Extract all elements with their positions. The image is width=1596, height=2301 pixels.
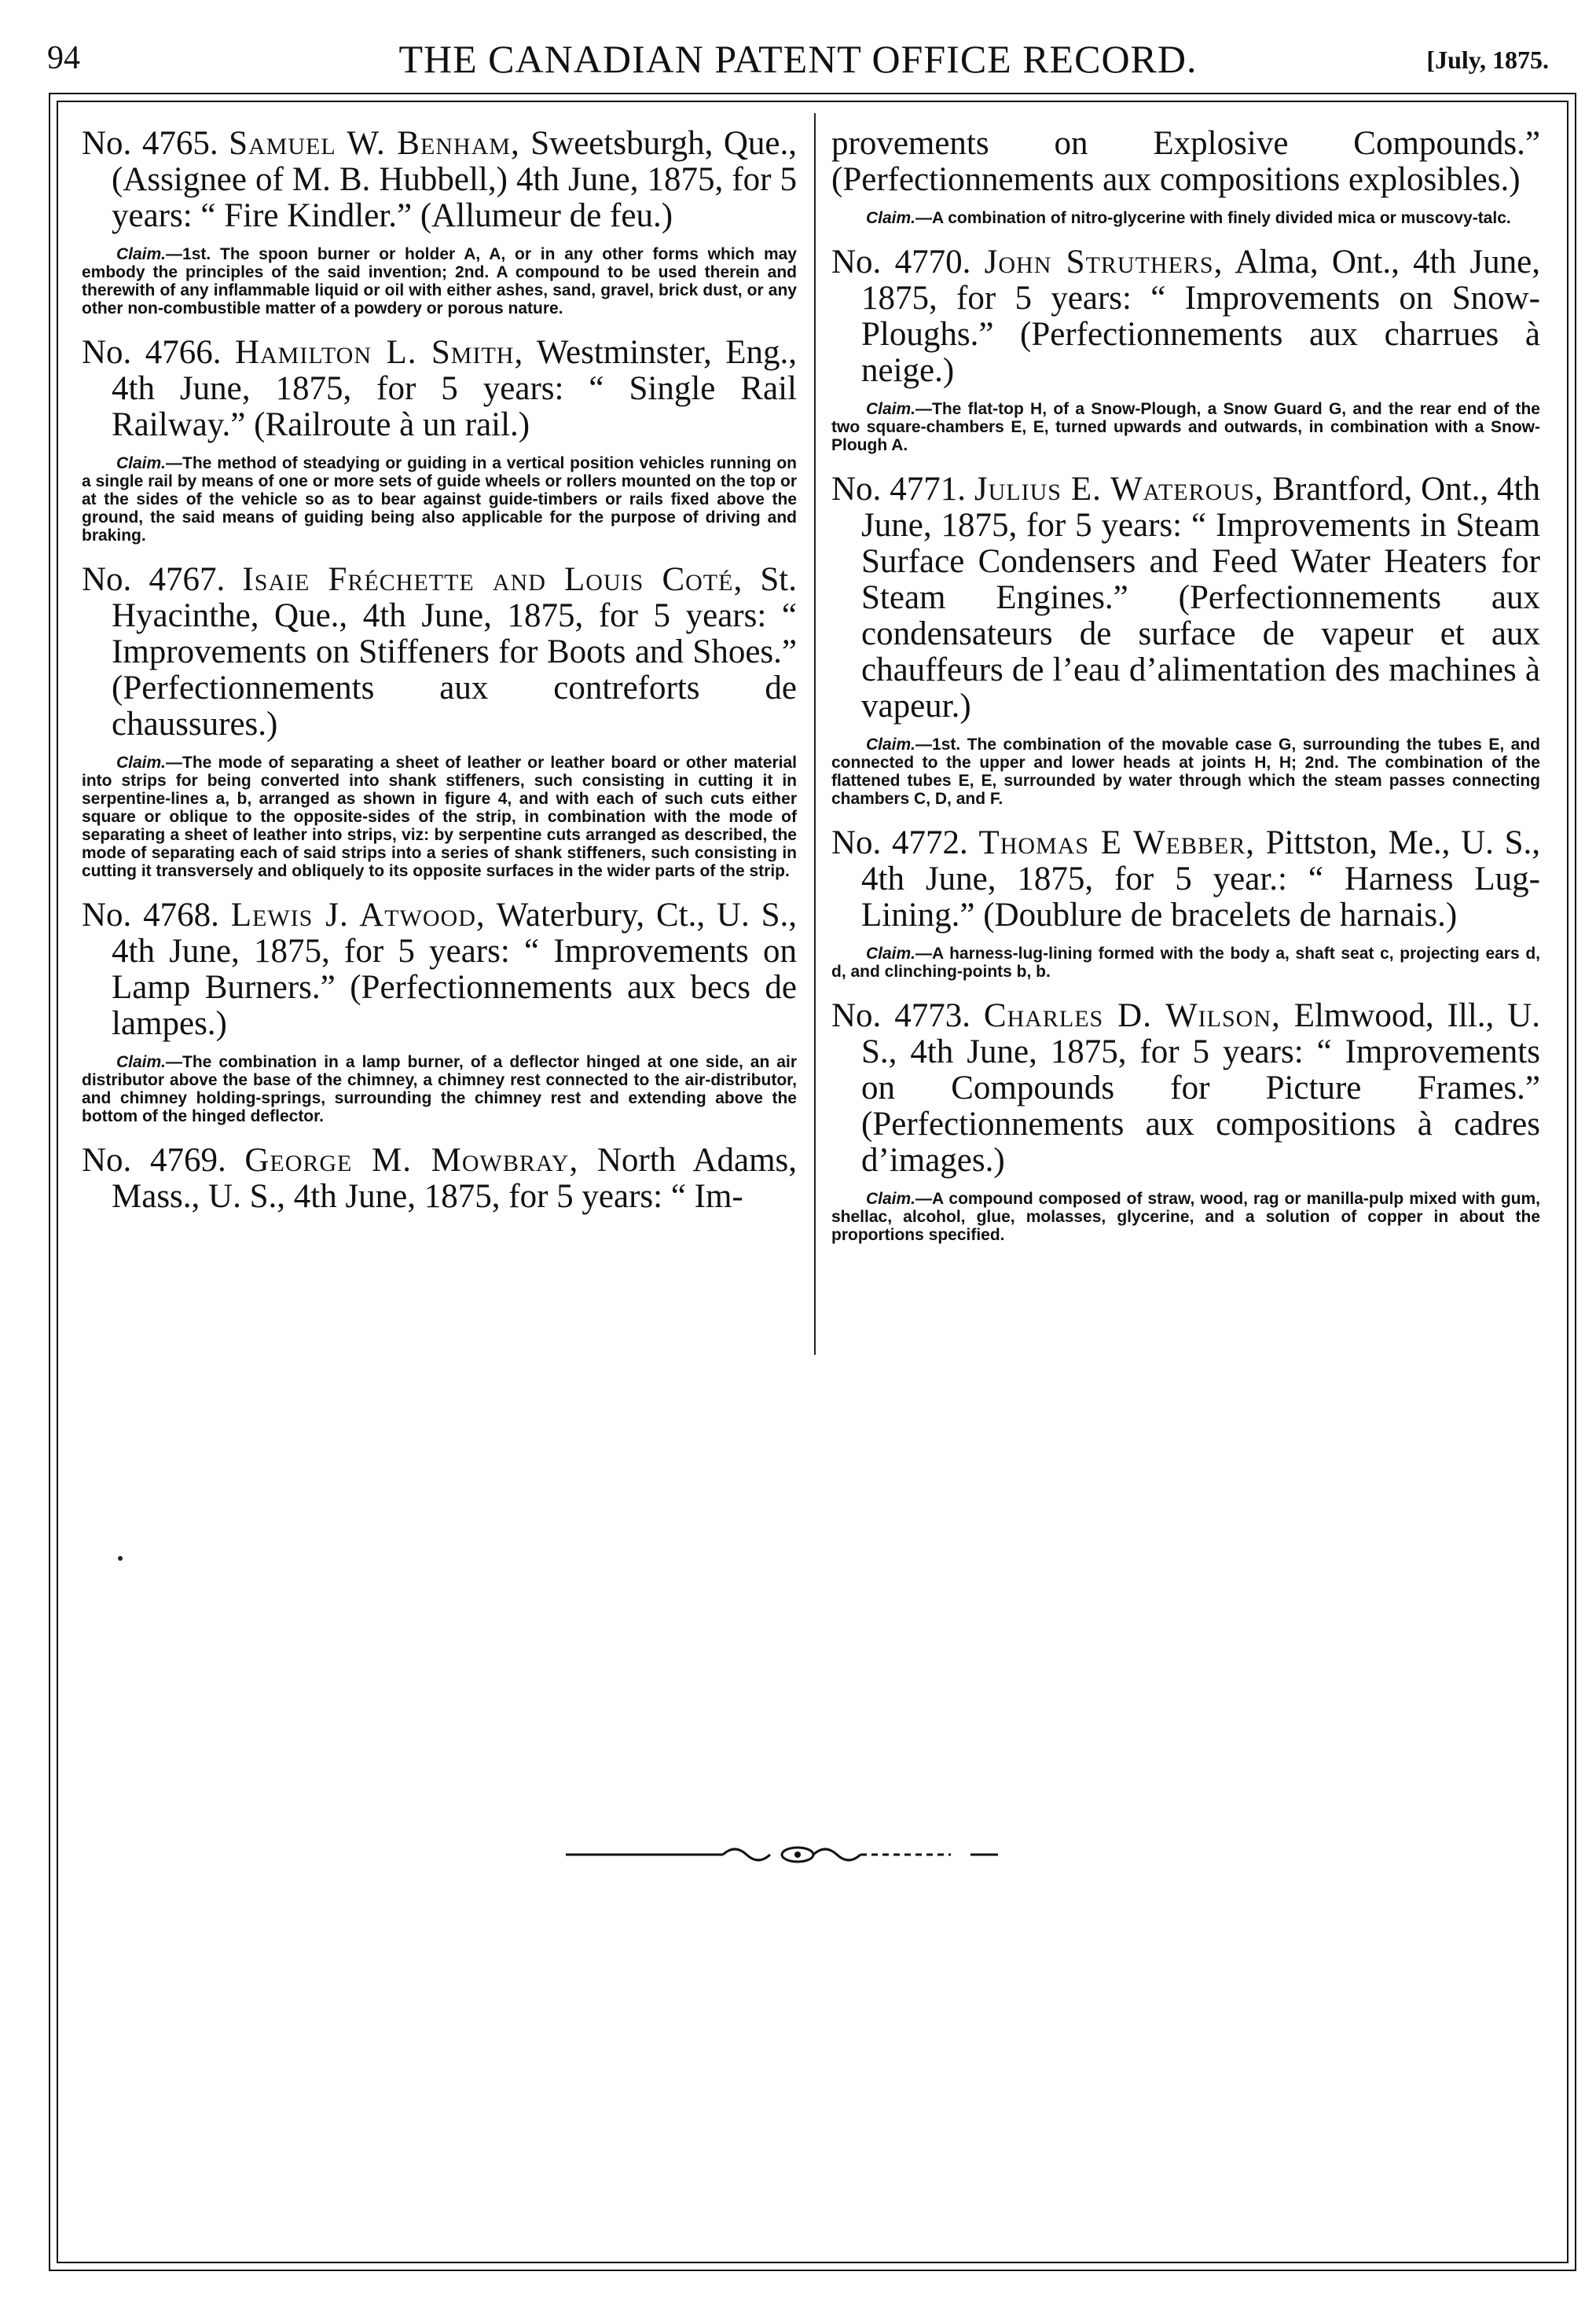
claim-body: —A compound composed of straw, wood, rag or manilla-pulp mixed with gum, shellac, alcohol, glue, molasses, glycerine, and a solution of copper in about the proportions specified. [831, 1190, 1540, 1244]
continuation-text: provements on Explosive Compounds.” (Perfectionnements aux compositions explosibles.) [831, 125, 1540, 198]
entry-text [831, 244, 1540, 389]
claim-text [82, 454, 797, 545]
patent-number: No. 4765. [82, 125, 218, 162]
claim-text [831, 736, 1540, 808]
entry-details: Sweetsburgh, Que., (Assignee of M. B. Hubbell,) 4th June, 1875, for 5 years: “ Fire Kindler.” (Allumeur de feu.) [112, 125, 798, 234]
inventor-name: Thomas E Webber, [978, 824, 1255, 861]
patent-entry [82, 562, 797, 880]
claim-body: —The combination in a lamp burner, of a deflector hinged at one side, an air distributor above the base of the chimney, a chimney rest connected to the air-distributor, and chimney holding-springs, surrounding the chimney rest and extending above the bottom of the hinged deflector. [82, 1053, 797, 1125]
claim-label: Claim. [866, 400, 916, 418]
patent-number: No. 4768. [82, 897, 219, 934]
claim-body: —A harness-lug-lining formed with the body a, shaft seat c, projecting ears d, d, and clinching-points b, b. [831, 945, 1540, 981]
claim-label: Claim. [116, 245, 167, 263]
entry-details: Westminster, Eng., 4th June, 1875, for 5 years: “ Single Rail Railway.” (Railroute à un rail.) [112, 334, 798, 443]
inventor-name: Isaie Fréchette and Louis Coté, [242, 561, 743, 598]
patent-entry [831, 825, 1540, 981]
claim-body: —A combination of nitro-glycerine with finely divided mica or muscovy-talc. [915, 209, 1511, 227]
issue-date: [July, 1875. [1426, 46, 1549, 74]
entry-details: Waterbury, Ct., U. S., 4th June, 1875, for 5 years: “ Improvements on Lamp Burners.” (Perfectionnements aux becs de lampes.) [112, 897, 798, 1042]
claim-text [831, 1190, 1540, 1244]
claim-label: Claim. [866, 209, 916, 227]
patent-number: No. 4767. [82, 561, 226, 598]
entry-details: North Adams, Mass., U. S., 4th June, 1875, for 5 years: “ Im- [112, 1142, 797, 1215]
entry-text [82, 1143, 797, 1215]
patent-number: No. 4772. [831, 824, 968, 861]
claim-label: Claim. [866, 945, 916, 963]
inventor-name: Lewis J. Atwood, [230, 897, 486, 934]
left-column [82, 126, 797, 1232]
patent-number: No. 4766. [82, 334, 222, 371]
inventor-name: Charles D. Wilson, [983, 997, 1281, 1034]
claim-body: —The flat-top H, of a Snow-Plough, a Snow Guard G, and the rear end of the two square-chambers E, E, turned upwards and outwards, in combination with a Snow-Plough A. [831, 400, 1540, 454]
entry-text [831, 825, 1540, 934]
claim-label: Claim. [866, 1190, 916, 1208]
claim-text [82, 245, 797, 317]
entry-text [831, 472, 1540, 725]
patent-number: No. 4773. [831, 997, 970, 1034]
continued-entry [831, 126, 1540, 227]
patent-entry [831, 472, 1540, 808]
patent-number: No. 4769. [82, 1142, 226, 1179]
running-title: THE CANADIAN PATENT OFFICE RECORD. [398, 37, 1198, 81]
entry-text [82, 126, 797, 234]
claim-text [82, 754, 797, 880]
right-column [831, 126, 1540, 1261]
inventor-name: Hamilton L. Smith, [234, 334, 524, 371]
patent-entry [82, 126, 797, 317]
claim-label: Claim. [116, 1053, 167, 1071]
claim-body: —The method of steadying or guiding in a vertical position vehicles running on a single rail by means of one or more sets of guide wheels or rollers mounted on the top or at the sides of the vehicle so as to bear against guide-timbers or rails fixed above the ground, the said means of guiding being also applicable for the purpose of driving and braking. [82, 454, 797, 545]
claim-text [831, 400, 1540, 454]
claim-text [831, 945, 1540, 981]
patent-entry [82, 1143, 797, 1215]
entry-text [82, 897, 797, 1042]
page-header [47, 31, 1549, 86]
entry-text [82, 562, 797, 743]
stray-dot [118, 1556, 123, 1561]
inventor-name: Samuel W. Benham, [229, 125, 520, 162]
claim-body: —The mode of separating a sheet of leather or leather board or other material into strips for being converted into shank stiffeners, such consisting in cutting it in serpentine-lines a, b, arranged as shown in figure 4, and with each of such cuts either square or oblique to the opposite-sides of the strip, in combination with the mode of separating a sheet of leather into strips, viz: by serpentine cuts arranged as described, the mode of separating each of said strips into a series of shank stiffeners, such consisting in cutting it transversely and obliquely to its opposite surfaces in the wider parts of the strip. [82, 754, 797, 880]
inventor-name: Julius E. Waterous, [974, 471, 1264, 508]
section-ornament [542, 1839, 1092, 1870]
claim-label: Claim. [866, 736, 916, 754]
claim-text [82, 1053, 797, 1125]
patent-number: No. 4770. [831, 244, 971, 281]
patent-entry [82, 335, 797, 545]
claim-text [831, 209, 1540, 227]
inventor-name: John Struthers, [984, 244, 1224, 281]
entry-details: Pittston, Me., U. S., 4th June, 1875, for 5 year.: “ Harness Lug-Lining.” (Doublure de bracelets de harnais.) [861, 824, 1541, 934]
patent-entry [831, 998, 1540, 1244]
entry-details: St. Hyacinthe, Que., 4th June, 1875, for 5 years: “ Improvements on Stiffeners for Boots and Shoes.” (Perfectionnements aux contreforts de chaussures.) [112, 561, 797, 743]
claim-body: —1st. The combination of the movable case G, surrounding the tubes E, and connected to the upper and lower heads at joints H, H; 2nd. The combination of the flattened tubes E, E, surrounded by water through which the steam passes connecting chambers C, D, and F. [831, 736, 1540, 808]
entry-details: Elmwood, Ill., U. S., 4th June, 1875, for 5 years: “ Improvements on Compounds for Picture Frames.” (Perfectionnements aux compositions à cadres d’images.) [861, 997, 1540, 1179]
patent-entry [831, 244, 1540, 454]
inventor-name: George M. Mowbray, [244, 1142, 579, 1179]
claim-label: Claim. [116, 754, 167, 772]
patent-entry [82, 897, 797, 1125]
entry-text [82, 335, 797, 443]
claim-label: Claim. [116, 454, 167, 472]
page-number: 94 [47, 40, 80, 76]
entry-text [831, 998, 1540, 1179]
entry-details: Brantford, Ont., 4th June, 1875, for 5 years: “ Improvements in Steam Surface Condensers and Feed Water Heaters for Steam Engines.” (Perfectionnements aux condensateurs de surface de vapeur et aux chauffeurs de l’eau d’alimentation des machines à vapeur.) [861, 471, 1540, 725]
column-rule [814, 113, 816, 1355]
claim-body: —1st. The spoon burner or holder A, A, or in any other forms which may embody the principles of the said invention; 2nd. A compound to be used therein and therewith of any inflammable liquid or oil with either ashes, sand, gravel, brick dust, or any other non-combustible matter of a powdery or porous nature. [82, 245, 797, 317]
entry-details: Alma, Ont., 4th June, 1875, for 5 years: “ Improvements on Snow-Ploughs.” (Perfectionnements aux charrues à neige.) [861, 244, 1540, 389]
patent-number: No. 4771. [831, 471, 966, 508]
